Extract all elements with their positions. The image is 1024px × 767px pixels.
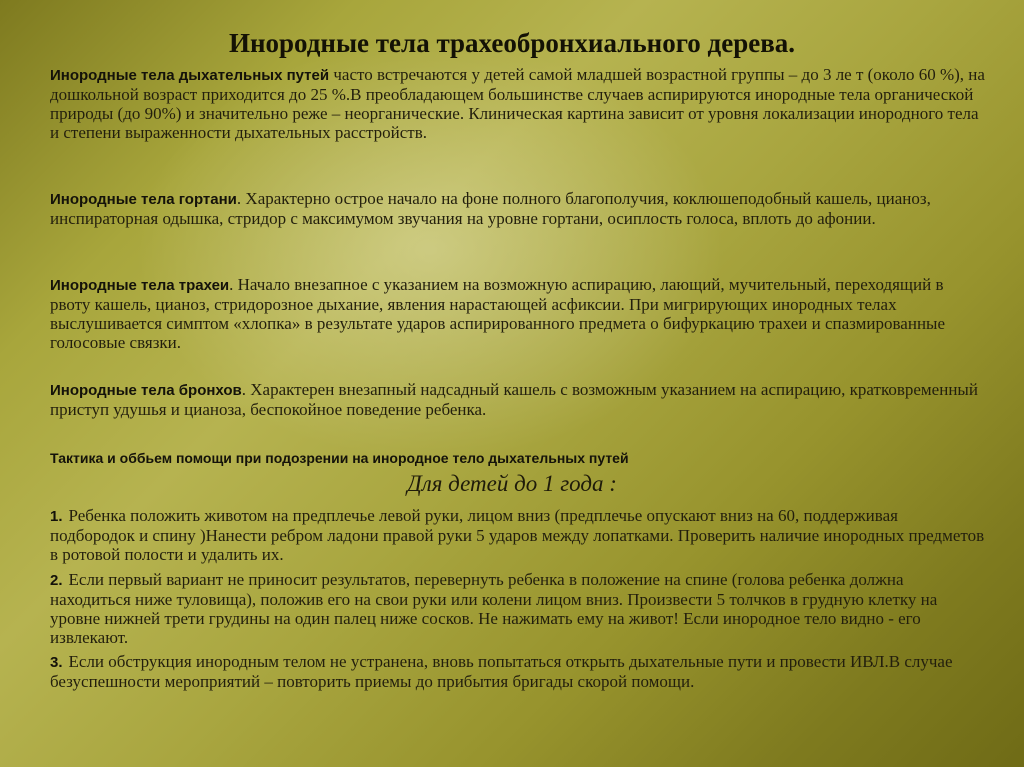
paragraph-lead: Инородные тела бронхов	[50, 382, 242, 399]
step-number: 2.	[50, 572, 63, 589]
step-number: 1.	[50, 508, 63, 525]
paragraph-lead: Инородные тела гортани	[50, 191, 237, 208]
paragraph-text: часто встречаются у детей самой младшей возрастной группы – до 3 ле т (около 60 %), на дошкольной возраст приходится до 25 %.В преобладающем большинстве случаев аспирируются инородные тела органической природы (до 90%) и значительно реже – неорганические. Клиническая картина зависит от уровня локализации инородного тела и степени выраженности дыхательных расстройств.	[50, 65, 985, 142]
paragraph-text: . Характерен внезапный надсадный кашель с возможным указанием на аспирацию, кратковременный приступ удушья и цианоза, беспокойное поведение ребенка.	[50, 380, 978, 419]
age-subheading: Для детей до 1 года :	[407, 471, 617, 496]
tactics-heading: Тактика и оббьем помощи при подозрении на инородное тело дыхательных путей	[50, 450, 629, 466]
slide-title: Инородные тела трахеобронхиального дерева.	[228, 28, 796, 58]
paragraph-text: . Начало внезапное с указанием на возможную аспирацию, лающий, мучительный, переходящий в рвоту кашель, цианоз, стридорозное дыхание, явления нарастающей асфиксии. При мигрирующих инородных телах выслушивается симптом «хлопка» в результате ударов аспирированного предмета о бифуркацию трахеи и спазмированные голосовые связки.	[50, 275, 946, 352]
step-text: Если обструкция инородным телом не устранена, вновь попытаться открыть дыхательные пути и провести ИВЛ.В случае безуспешности мероприятий – повторить приемы до прибытия бригады скорой помощи.	[50, 652, 953, 691]
paragraph-airways	[50, 65, 985, 142]
paragraph-trachea	[50, 275, 985, 352]
step-text: Ребенка положить животом на предплечье левой руки, лицом вниз (предплечье опускают вниз на 60, поддерживая подбородок и спину )Нанести ребром ладони правой руки 5 ударов между лопатками. Проверить наличие инородных предметов в ротовой полости и удалить их.	[50, 506, 985, 564]
step-item	[50, 652, 985, 691]
paragraph-lead: Инородные тела трахеи	[50, 277, 230, 294]
paragraph-lead: Инородные тела дыхательных путей	[50, 67, 330, 84]
step-number: 3.	[50, 654, 63, 671]
step-item	[50, 570, 985, 647]
paragraph-bronchi	[50, 380, 985, 419]
step-text: Если первый вариант не приносит результатов, перевернуть ребенка в положение на спине (голова ребенка должна находиться ниже туловища), положив его на свои руки или колени лицом вниз. Произвести 5 толчков в грудную клетку на уровне нижней трети грудины на один палец ниже сосков. Не нажимать ему на живот! Если инородное тело видно - его извлекают.	[50, 570, 938, 647]
paragraph-text: . Характерно острое начало на фоне полного благополучия, коклюшеподобный кашель, цианоз, инспираторная одышка, стридор с максимумом звучания на уровне гортани, осиплость голоса, вплоть до афонии.	[50, 189, 931, 228]
step-item	[50, 506, 985, 564]
paragraph-larynx	[50, 189, 985, 228]
